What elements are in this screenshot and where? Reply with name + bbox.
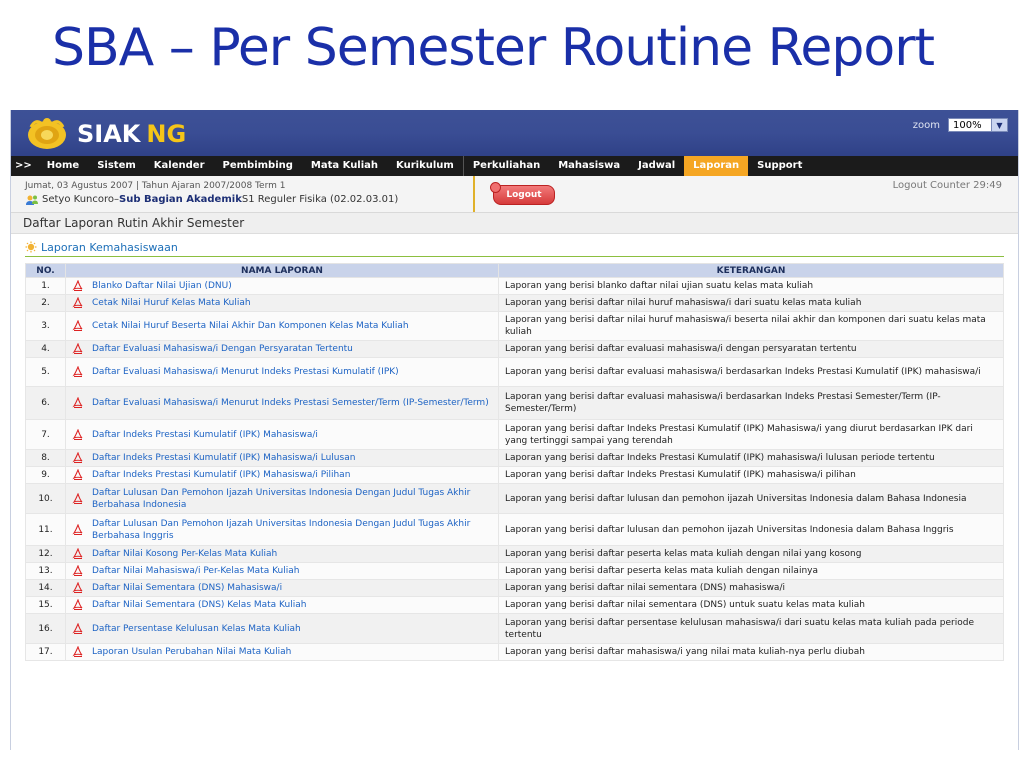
users-icon (25, 194, 39, 206)
report-link[interactable]: Daftar Indeks Prestasi Kumulatif (IPK) Mahasiswa/i Pilihan (92, 470, 351, 480)
report-name-cell (66, 358, 499, 387)
table-row (26, 644, 1004, 661)
table-row (26, 420, 1004, 450)
report-description: Laporan yang berisi daftar lulusan dan pemohon ijazah Universitas Indonesia dalam Bahasa Inggris (499, 514, 1004, 546)
report-link[interactable]: Daftar Indeks Prestasi Kumulatif (IPK) Mahasiswa/i (92, 429, 318, 440)
section-header (25, 238, 1004, 257)
row-number: 8. (26, 450, 66, 467)
pdf-icon[interactable] (72, 548, 84, 560)
row-number: 15. (26, 597, 66, 614)
row-number: 4. (26, 341, 66, 358)
row-number: 9. (26, 467, 66, 484)
report-description: Laporan yang berisi daftar evaluasi mahasiswa/i dengan persyaratan tertentu (499, 341, 1004, 358)
siak-app-window (10, 110, 1019, 750)
report-table (25, 263, 1004, 661)
report-description: Laporan yang berisi daftar peserta kelas mata kuliah dengan nilainya (499, 563, 1004, 580)
main-nav (11, 156, 1018, 176)
report-description: Laporan yang berisi daftar evaluasi mahasiswa/i berdasarkan Indeks Prestasi Kumulatif (IPK) mahasiswa/i (499, 358, 1004, 387)
pdf-icon[interactable] (72, 343, 84, 355)
zoom-label: zoom (912, 119, 940, 131)
logout-button[interactable] (493, 185, 555, 205)
report-link[interactable]: Cetak Nilai Huruf Beserta Nilai Akhir Dan Komponen Kelas Mata Kuliah (92, 321, 409, 331)
table-row (26, 597, 1004, 614)
pdf-icon[interactable] (72, 297, 84, 309)
session-info-bar (11, 176, 1018, 213)
report-description: Laporan yang berisi daftar Indeks Prestasi Kumulatif (IPK) Mahasiswa/i yang diurut berdasarkan IPK dari yang tertinggi sampai yang terendah (499, 420, 1004, 450)
report-description: Laporan yang berisi daftar nilai sementara (DNS) untuk suatu kelas mata kuliah (499, 597, 1004, 614)
report-description: Laporan yang berisi daftar peserta kelas mata kuliah dengan nilai yang kosong (499, 546, 1004, 563)
table-row (26, 580, 1004, 597)
report-link[interactable]: Daftar Persentase Kelulusan Kelas Mata Kuliah (92, 623, 301, 634)
table-row (26, 484, 1004, 514)
report-link[interactable]: Laporan Usulan Perubahan Nilai Mata Kuliah (92, 647, 292, 657)
pdf-icon[interactable] (72, 565, 84, 577)
slide-title: SBA – Per Semester Routine Report (52, 18, 935, 78)
section-title: Laporan Kemahasiswaan (41, 240, 178, 254)
report-name-cell (66, 467, 499, 484)
row-number: 3. (26, 312, 66, 341)
nav-item-perkuliahan[interactable]: Perkuliahan (472, 160, 541, 171)
report-description: Laporan yang berisi daftar persentase kelulusan mahasiswa/i dari suatu kelas mata kuliah pada periode tertentu (499, 614, 1004, 644)
row-number: 7. (26, 420, 66, 450)
report-name-cell (66, 644, 499, 661)
pdf-icon[interactable] (72, 623, 84, 635)
nav-item-kurikulum[interactable]: Kurikulum (387, 156, 464, 176)
page-title: Daftar Laporan Rutin Akhir Semester (11, 213, 1018, 234)
report-table-body (26, 278, 1004, 661)
pdf-icon[interactable] (72, 429, 84, 441)
user-program: S1 Reguler Fisika (02.02.03.01) (241, 194, 399, 205)
pdf-icon[interactable] (72, 646, 84, 658)
logo-text-siak: SIAK (77, 120, 141, 148)
table-row (26, 563, 1004, 580)
user-separator: – (114, 194, 119, 205)
report-name-cell (66, 341, 499, 358)
row-number: 13. (26, 563, 66, 580)
pdf-icon[interactable] (72, 469, 84, 481)
row-number: 2. (26, 295, 66, 312)
session-info (25, 179, 398, 207)
report-description: Laporan yang berisi blanko daftar nilai ujian suatu kelas mata kuliah (499, 278, 1004, 295)
nav-item-pembimbing[interactable]: Pembimbing (222, 160, 293, 171)
session-date-line: Jumat, 03 Agustus 2007 | Tahun Ajaran 2007/2008 Term 1 (25, 181, 286, 191)
report-description: Laporan yang berisi daftar Indeks Prestasi Kumulatif (IPK) mahasiswa/i lulusan periode tertentu (499, 450, 1004, 467)
report-description: Laporan yang berisi daftar lulusan dan pemohon ijazah Universitas Indonesia dalam Bahasa Indonesia (499, 484, 1004, 514)
session-user-line (25, 193, 398, 207)
report-name-cell (66, 563, 499, 580)
report-name-cell (66, 514, 499, 546)
row-number: 5. (26, 358, 66, 387)
nav-item-jadwal[interactable]: Jadwal (638, 160, 676, 171)
nav-expand[interactable]: >> (15, 160, 32, 171)
table-row (26, 514, 1004, 546)
pdf-icon[interactable] (72, 280, 84, 292)
row-number: 6. (26, 387, 66, 420)
row-number: 14. (26, 580, 66, 597)
report-name-cell (66, 597, 499, 614)
table-row (26, 295, 1004, 312)
pdf-icon[interactable] (72, 320, 84, 332)
report-description: Laporan yang berisi daftar evaluasi mahasiswa/i berdasarkan Indeks Prestasi Semester/Term (IP-Semester/Term) (499, 387, 1004, 420)
row-number: 10. (26, 484, 66, 514)
user-unit: Sub Bagian Akademik (119, 194, 242, 205)
pdf-icon[interactable] (72, 366, 84, 378)
row-number: 17. (26, 644, 66, 661)
report-link[interactable]: Cetak Nilai Huruf Kelas Mata Kuliah (92, 298, 251, 308)
pdf-icon[interactable] (72, 582, 84, 594)
report-link[interactable]: Daftar Indeks Prestasi Kumulatif (IPK) Mahasiswa/i Lulusan (92, 453, 356, 463)
report-link[interactable]: Daftar Evaluasi Mahasiswa/i Menurut Indeks Prestasi Kumulatif (IPK) (92, 367, 399, 377)
chevron-down-icon[interactable]: ▼ (991, 119, 1007, 131)
report-name-cell (66, 546, 499, 563)
app-header (11, 110, 1018, 156)
report-link[interactable]: Daftar Nilai Sementara (DNS) Kelas Mata Kuliah (92, 600, 307, 610)
report-name-cell (66, 312, 499, 341)
report-name-cell (66, 614, 499, 644)
sun-icon (25, 241, 37, 253)
table-row (26, 387, 1004, 420)
report-name-cell (66, 450, 499, 467)
zoom-control (913, 118, 1008, 132)
report-name-cell (66, 295, 499, 312)
column-header-no: NO. (26, 264, 66, 278)
report-link[interactable]: Daftar Nilai Kosong Per-Kelas Mata Kuliah (92, 549, 278, 559)
info-divider (473, 176, 475, 212)
makara-logo-icon (25, 115, 69, 153)
zoom-value: 100% (953, 119, 982, 131)
zoom-select[interactable] (948, 118, 1008, 132)
pdf-icon[interactable] (72, 397, 84, 409)
report-name-cell (66, 278, 499, 295)
column-header-keterangan: KETERANGAN (499, 264, 1004, 278)
report-link[interactable]: Daftar Lulusan Dan Pemohon Ijazah Universitas Indonesia Dengan Judul Tugas Akhir Berbahasa Indonesia (92, 487, 471, 510)
report-name-cell (66, 484, 499, 514)
table-row (26, 546, 1004, 563)
table-row (26, 358, 1004, 387)
report-name-cell (66, 580, 499, 597)
nav-item-support[interactable]: Support (757, 160, 803, 171)
report-description: Laporan yang berisi daftar nilai huruf mahasiswa/i beserta nilai akhir dan komponen dari suatu kelas mata kuliah (499, 312, 1004, 341)
report-name-cell (66, 387, 499, 420)
siak-logo[interactable] (25, 115, 186, 153)
pdf-icon[interactable] (72, 452, 84, 464)
nav-item-mata-kuliah[interactable]: Mata Kuliah (310, 160, 379, 171)
row-number: 1. (26, 278, 66, 295)
row-number: 11. (26, 514, 66, 546)
column-header-nama-laporan: NAMA LAPORAN (66, 264, 499, 278)
table-row (26, 278, 1004, 295)
table-row (26, 450, 1004, 467)
pdf-icon[interactable] (72, 524, 84, 536)
report-description: Laporan yang berisi daftar Indeks Prestasi Kumulatif (IPK) mahasiswa/i pilihan (499, 467, 1004, 484)
row-number: 16. (26, 614, 66, 644)
nav-item-laporan[interactable]: Laporan (684, 156, 748, 176)
table-row (26, 341, 1004, 358)
report-link[interactable]: Blanko Daftar Nilai Ujian (DNU) (92, 281, 232, 291)
pdf-icon[interactable] (72, 599, 84, 611)
report-description: Laporan yang berisi daftar nilai sementara (DNS) mahasiswa/i (499, 580, 1004, 597)
table-row (26, 614, 1004, 644)
report-description: Laporan yang berisi daftar mahasiswa/i yang nilai mata kuliah-nya perlu diubah (499, 644, 1004, 661)
logout-dot-icon (490, 182, 501, 193)
report-description: Laporan yang berisi daftar nilai huruf mahasiswa/i dari suatu kelas mata kuliah (499, 295, 1004, 312)
table-header-row (26, 264, 1004, 278)
logout-label: Logout (506, 190, 542, 200)
nav-item-sistem[interactable]: Sistem (97, 160, 136, 171)
report-link[interactable]: Daftar Nilai Mahasiswa/i Per-Kelas Mata Kuliah (92, 566, 300, 576)
nav-item-kalender[interactable]: Kalender (153, 160, 205, 171)
report-link[interactable]: Daftar Nilai Sementara (DNS) Mahasiswa/i (92, 583, 283, 593)
report-name-cell (66, 420, 499, 450)
user-name: Setyo Kuncoro (42, 194, 114, 205)
table-row (26, 467, 1004, 484)
report-link[interactable]: Daftar Lulusan Dan Pemohon Ijazah Universitas Indonesia Dengan Judul Tugas Akhir Berbahasa Inggris (92, 518, 471, 541)
table-row (26, 312, 1004, 341)
logo-text-ng: NG (146, 120, 187, 148)
report-link[interactable]: Daftar Evaluasi Mahasiswa/i Dengan Persyaratan Tertentu (92, 344, 353, 354)
logout-counter: Logout Counter 29:49 (892, 180, 1002, 191)
pdf-icon[interactable] (72, 493, 84, 505)
row-number: 12. (26, 546, 66, 563)
nav-item-home[interactable]: Home (46, 160, 80, 171)
report-link[interactable]: Daftar Evaluasi Mahasiswa/i Menurut Indeks Prestasi Semester/Term (IP-Semester/Term) (92, 398, 489, 408)
nav-item-mahasiswa[interactable]: Mahasiswa (558, 160, 621, 171)
